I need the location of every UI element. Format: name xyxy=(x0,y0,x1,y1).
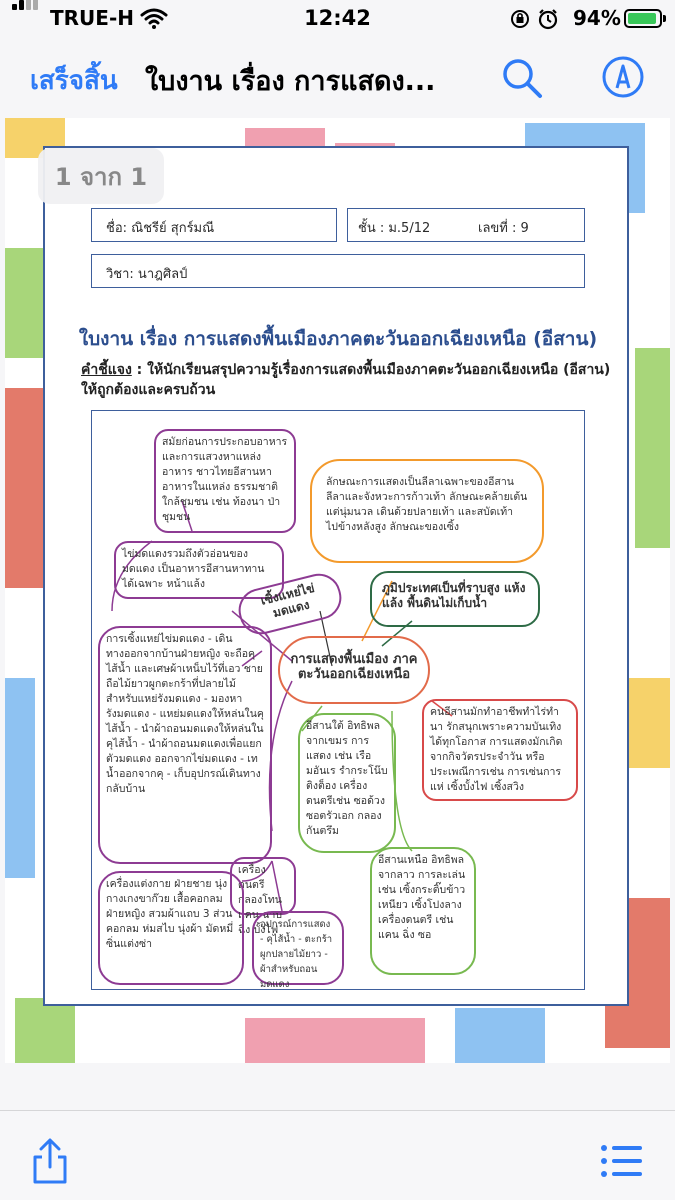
rotation-lock-icon xyxy=(510,8,566,30)
mind-map xyxy=(91,410,585,990)
search-icon[interactable] xyxy=(500,56,544,100)
list-icon[interactable] xyxy=(600,1143,644,1179)
name-field: ชื่อ: ณิชรีย์ สุกร์มณี xyxy=(106,221,215,236)
page-indicator: 1 จาก 1 xyxy=(38,148,164,204)
mindmap-node-history: สมัยก่อนการประกอบอาหาร และการแสวงหาแหล่งอาหาร ชาวไทยอีสานหาอาหารในแหล่ง ธรรมชาติ ใกล้ชุมชน เช่น ท้องนา ป่า ชุมชน xyxy=(154,429,296,533)
mindmap-node-dance-steps: การเซิ้งแหย่ไข่มดแดง - เดินทางออกจากบ้านฝ่ายหญิง จะถือคุไส้น้ำ และเศษผ้าเหน็บไว้ที่เอว ชายถือไม้ยาวผูกตะกร้าที่ปลายไม้ สำหรับแหย่รังมดแดง - มองหารังมดแดง - แหย่มดแดงให้หล่นในคุไส้น้ำ - นำผ้าถอนมดแดงให้หล่นในคุไส้น้ำ - นำผ้าถอนมดแดงเพื่อแยกตัวมดแดง ออกจากไข่มดแดง - เทน้ำออกจากคุ - เก็บอุปกรณ์เดินทางกลับบ้าน xyxy=(98,626,272,864)
class-field: ชั้น : ม.5/12 xyxy=(358,221,431,236)
clock: 12:42 xyxy=(304,6,371,30)
mindmap-node-props: อุปกรณ์การแสดง - คุไส้น้ำ - ตะกร้าผูกปลายไม้ยาว - ผ้าสำหรับถอนมดแดง xyxy=(252,911,344,985)
subject-field: วิชา: นาฎศิลป์ xyxy=(106,267,188,282)
worksheet-title: ใบงาน เรื่อง การแสดงพื้นเมืองภาคตะวันออกเฉียงเหนือ (อีสาน) xyxy=(78,328,598,350)
mindmap-node-dance-style: ลักษณะการแสดงเป็นลีลาเฉพาะของอีสาน ลีลาและจังหวะการก้าวเท้า ลักษณะคล้ายเต้น แต่นุ่มนวล เดินด้วยปลายเท้า และสบัดเท้า ไปข้างหลังสูง ลักษณะของเซิ้ง xyxy=(310,459,544,563)
mindmap-node-geography: ภูมิประเทศเป็นที่ราบสูง แห้งแล้ง พื้นดินไม่เก็บน้ำ xyxy=(370,571,540,627)
mindmap-node-dance-name: เซิ้งแหย่ไข่มดแดง xyxy=(234,569,346,639)
instruction-label: คำชี้แจง xyxy=(81,362,132,378)
mindmap-node-occupation: คนอีสานมักทำอาชีพทำไร่ทำนา รักสนุกเพราะความบันเทิงได้ทุกโอกาส การแสดงมักเกิดจากกิจวัตรประจำวัน หรือประเพณีการเช่น การเซ่นการแห่ เซิ้งบั้งไฟ เซิ้งสวิง xyxy=(422,699,578,801)
subject-field-box xyxy=(91,254,585,288)
carrier-name: TRUE-H xyxy=(50,6,134,30)
document-canvas[interactable] xyxy=(5,118,670,1063)
bottom-toolbar xyxy=(0,1110,675,1200)
status-bar xyxy=(0,0,675,38)
mindmap-node-north-isan: อีสานเหนือ อิทธิพลจากลาว การละเล่นเช่น เซิ้งกระติ๊บข้าวเหนียว เซิ้งโปงลาง เครื่องดนตรี เช่น แคน ฉิ่ง ซอ xyxy=(370,847,476,975)
battery-icon xyxy=(624,9,662,28)
number-field: เลขที่ : 9 xyxy=(478,221,529,236)
document-title: ใบงาน เรื่อง การแสดง... xyxy=(145,66,436,97)
class-field-box xyxy=(347,208,585,242)
mindmap-center-node: การแสดงพื้นเมือง ภาคตะวันออกเฉียงเหนือ xyxy=(278,636,430,704)
instruction-text: : ให้นักเรียนสรุปความรู้เรื่องการแสดงพื้นเมืองภาคตะวันออกเฉียงเหนือ (อีสาน) ให้ถูกต้องและครบถ้วน xyxy=(81,362,611,398)
worksheet-page xyxy=(43,146,629,1006)
mindmap-node-instruments: เครื่องดนตรี กลองโทน แคน ฉาบฉิ่ง บั้งไฟ xyxy=(230,857,296,915)
mindmap-node-costume: เครื่องแต่งกาย ฝ่ายชาย นุ่งกางเกงขาก๊วย เสื้อคอกลม ฝ่ายหญิง สวมผ้าแถบ 3 ส่วน คอกลม ห่มสไบ นุ่งผ้า มัดหมี่ ซิ่นแต่งซ่า xyxy=(98,871,244,985)
done-button[interactable]: เสร็จสิ้น xyxy=(30,66,118,96)
name-field-box xyxy=(91,208,337,242)
markup-icon[interactable] xyxy=(602,56,644,98)
mindmap-node-south-isan: อีสานใต้ อิทธิพลจากเขมร การแสดง เช่น เรือมอันเร รำกระโน๊บติงต็อง เครื่องดนตรีเช่น ซอด้วง ซอตรัวเอก กลองกันตรึม xyxy=(298,713,396,853)
navigation-bar xyxy=(0,38,675,118)
share-icon[interactable] xyxy=(30,1137,70,1185)
battery-percentage: 94% xyxy=(573,6,621,30)
mindmap-node-red-ant-eggs: ไข่มดแดงรวมถึงตัวอ่อนของมดแดง เป็นอาหารอีสานหาทานได้เฉพาะ หน้าแล้ง xyxy=(114,541,284,599)
instruction xyxy=(81,360,621,400)
